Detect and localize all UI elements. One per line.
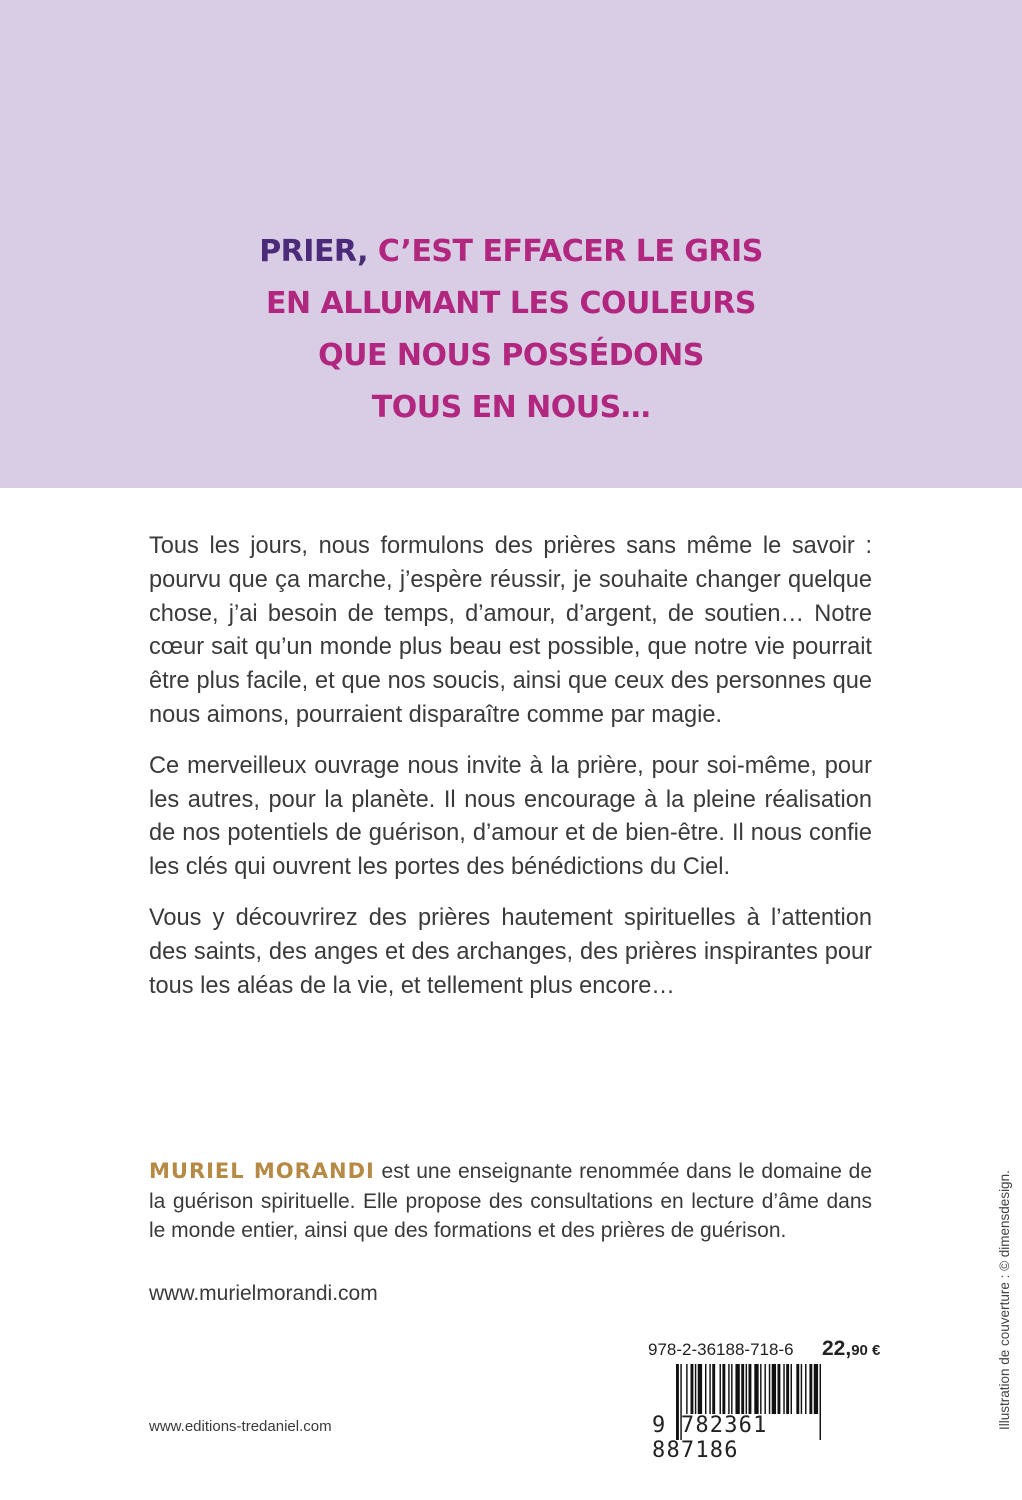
quote-lead-word: PRIER, [259,234,368,269]
author-website-link[interactable]: www.murielmorandi.com [149,1282,378,1305]
barcode-bar [805,1364,806,1414]
description-paragraph-1: Tous les jours, nous formulons des prières sans même le savoir : pourvu que ça marche, j’espère réussir, je souhaite changer quelque chose, j’ai besoin de temps, d’amour, d’argent, de soutien… Notre cœur sait qu’un monde plus beau est possible, que notre vie pourrait être plus facile, et que nos soucis, ainsi que ceux des personnes que nous aimons, pourraient disparaître comme par magie. [149,533,872,728]
cover-illustration-credit: Illustration de couverture : © dimensdesign. [997,1170,1012,1430]
quote-line-1-rest: C’EST EFFACER LE GRIS [367,234,763,269]
barcode-bar [741,1364,744,1414]
barcode-bar [686,1364,687,1414]
barcode-bar [764,1364,765,1414]
barcode-bar [772,1364,776,1414]
price-main: 22, [822,1337,852,1360]
barcode-bar [731,1364,732,1414]
quote-line-2: EN ALLUMANT LES COULEURS [265,286,757,321]
description-paragraph-2: Ce merveilleux ouvrage nous invite à la prière, pour soi-même, pour les autres, pour la planète. Il nous encourage à la pleine réalisation de nos potentiels de guérison, d’amour et de bien-être. Il nous confie les clés qui ouvrent les portes des bénédictions du Ciel. [149,752,872,881]
price-cents: 90 € [851,1342,881,1359]
barcode-bar [712,1364,715,1414]
barcode-bar [801,1364,802,1414]
price [822,1337,880,1361]
quote-line-1 [0,226,1022,278]
barcode-digits: 9 782361 887186 [652,1413,768,1463]
barcode-bar [746,1364,747,1414]
barcode-bar [814,1364,818,1414]
barcode-bar [698,1364,702,1414]
barcode-bar [749,1364,752,1414]
barcode-bar [728,1364,729,1414]
barcode-bar [722,1364,725,1414]
barcode-bar [791,1364,792,1414]
barcode-bar [786,1364,789,1414]
barcode-bar [720,1364,721,1414]
author-bio-text: est une enseignante renommée dans le domaine de la guérison spirituelle. Elle propose des consultations en lecture d’âme dans le monde entier, ainsi que des formations et des prières de guérison. [149,1160,872,1242]
author-bio [149,1157,872,1246]
barcode-bar [735,1364,739,1414]
barcode-bar [760,1364,761,1414]
barcode-bar [691,1364,694,1414]
barcode-bar [754,1364,758,1414]
barcode-bar [769,1364,770,1414]
barcode-bar [705,1364,706,1414]
barcode-bar [709,1364,710,1414]
barcode-bar [796,1364,799,1414]
barcode-bar [783,1364,784,1414]
publisher-website-link[interactable]: www.editions-tredaniel.com [149,1418,332,1435]
barcode-bar [695,1364,696,1414]
author-name: MURIEL MORANDI [149,1159,375,1183]
back-cover-quote [0,226,1022,434]
description-paragraph-3: Vous y découvrirez des prières hautement spirituelles à l’attention des saints, des anges et des archanges, des prières inspirantes pour tous les aléas de la vie, et tellement plus encore… [149,904,872,999]
isbn-number: 978-2-36188-718-6 [648,1340,794,1359]
quote-line-3: QUE NOUS POSSÉDONS [318,338,704,373]
barcode-bar [778,1364,781,1414]
book-description [149,530,872,1020]
barcode-bar [809,1364,812,1414]
quote-line-4: TOUS EN NOUS… [371,390,651,425]
